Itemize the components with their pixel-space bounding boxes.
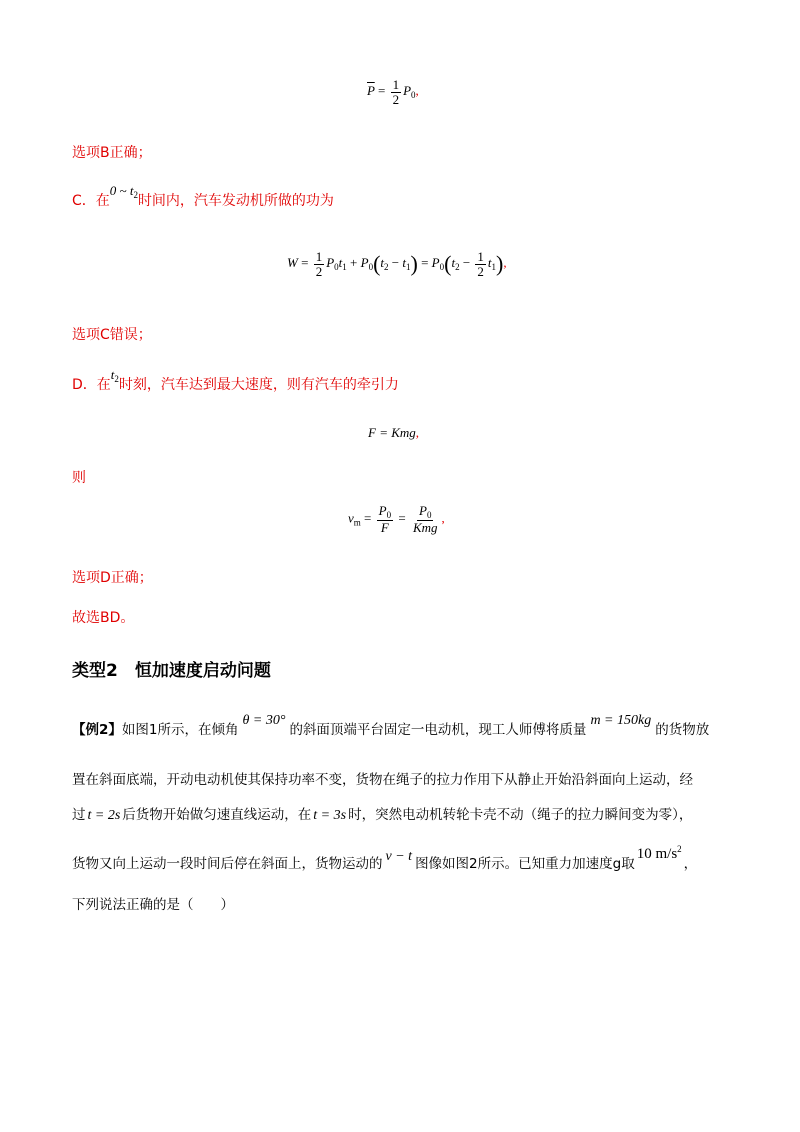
final-answer: 故选BD。 [72, 610, 135, 626]
option-c-wrong: 选项C错误； [72, 327, 152, 343]
example-line-1 [72, 713, 710, 739]
line-c-range [110, 183, 138, 198]
eq1-p: P [403, 83, 412, 99]
equation-average-power: $\overline{P}$ = $\frac{1}{2}$ $P_0$, [367, 77, 419, 107]
section-heading: 类型2 恒加速度启动问题 [72, 661, 271, 681]
example-l3b: 后货物开始做匀速直线运动，在 [122, 807, 312, 823]
time-2s: t = 2s [87, 808, 121, 823]
equation-force [368, 425, 419, 441]
gravity-number: 10 m/s [636, 846, 678, 862]
example-l3c: 时，突然电动机转轮卡壳不动（绳子的拉力瞬间变为零）， [348, 807, 693, 823]
example-line-3 [72, 803, 692, 824]
equation-work: W = $\frac{1}{2}$ $P_0t_1 + P_0(t_2 - t_1) = P_0(t_2$ − $\frac{1}{2}$ $t_1$), [287, 249, 507, 279]
example-line-4 [72, 844, 698, 873]
example-line-5: 下列说法正确的是（ ） [72, 897, 234, 913]
eq4-frac1: $\frac{P_0}{F}$ [378, 503, 392, 536]
example-l4c: ， [683, 856, 698, 872]
eq3-text: F = Kmg [368, 425, 416, 440]
example-l1a: 如图1所示，在倾角 [121, 722, 239, 738]
line-d-t: t [110, 367, 115, 382]
mass-value: m = 150kg [590, 713, 652, 728]
eq4-frac2: $\frac{P_0}{\text{Kmg}}$ [412, 503, 438, 536]
eq4-lhs: v [348, 510, 354, 526]
example-l1b: 的斜面顶端平台固定一电动机，现工人师傅将质量 [289, 722, 587, 738]
eq4-num1: P [378, 503, 387, 518]
line-d-sub: 2 [114, 374, 119, 384]
eq1-comma: , [415, 83, 419, 99]
line-d-time [111, 367, 119, 382]
eq1-sub: 0 [411, 90, 416, 101]
equation-max-velocity: $v_m$ = $\frac{P_0}{F}$ = $\frac{P_0}{\text{Kmg}}$ , [348, 503, 445, 536]
line-d-suffix: 时刻，汽车达到最大速度，则有汽车的牵引力 [118, 377, 399, 393]
eq1-num: 1 [392, 77, 400, 92]
eq1-lhs: $\overline{P}$ [367, 83, 375, 99]
example-line-2: 置在斜面底端，开动电动机使其保持功率不变，货物在绳子的拉力作用下从静止开始沿斜面向上运动，经 [72, 772, 693, 788]
vt-label: v − t [385, 849, 413, 864]
gravity-exponent: 2 [677, 844, 682, 854]
line-c-range-text: 0 ~ t [109, 183, 134, 198]
line-c-range-sub: 2 [133, 190, 138, 200]
example-l4a: 货物又向上运动一段时间后停在斜面上，货物运动的 [72, 856, 383, 872]
eq4-num2: P [418, 503, 427, 518]
option-d-statement [72, 367, 399, 394]
eq4-lhs-sub: m [353, 517, 361, 528]
example-l3a: 过 [72, 807, 86, 823]
eq1-den: 2 [392, 91, 400, 107]
example-l1c: 的货物放 [655, 722, 710, 738]
line-c-suffix: 时间内，汽车发动机所做的功为 [137, 193, 334, 209]
example-tag: 【例2】 [72, 722, 122, 738]
line-d-prefix: D．在 [72, 377, 111, 393]
gravity-value [637, 846, 682, 862]
eq4-den2: Kmg [412, 520, 438, 536]
eq4-comma: , [441, 510, 445, 526]
option-c-statement [72, 183, 334, 210]
time-3s: t = 3s [313, 808, 347, 823]
eq3-comma: , [415, 425, 420, 440]
text-then: 则 [72, 470, 86, 486]
option-b-correct: 选项B正确； [72, 145, 152, 161]
line-c-prefix: C．在 [72, 193, 110, 209]
eq4-den1: F [380, 520, 389, 536]
eq2-comma: , [503, 255, 507, 271]
example-l4b: 图像如图2所示。已知重力加速度g取 [415, 856, 635, 872]
option-d-correct: 选项D正确； [72, 570, 153, 586]
eq2-lhs: W [287, 255, 298, 271]
theta-value: θ = 30° [242, 713, 286, 728]
eq1-fraction [391, 78, 402, 106]
